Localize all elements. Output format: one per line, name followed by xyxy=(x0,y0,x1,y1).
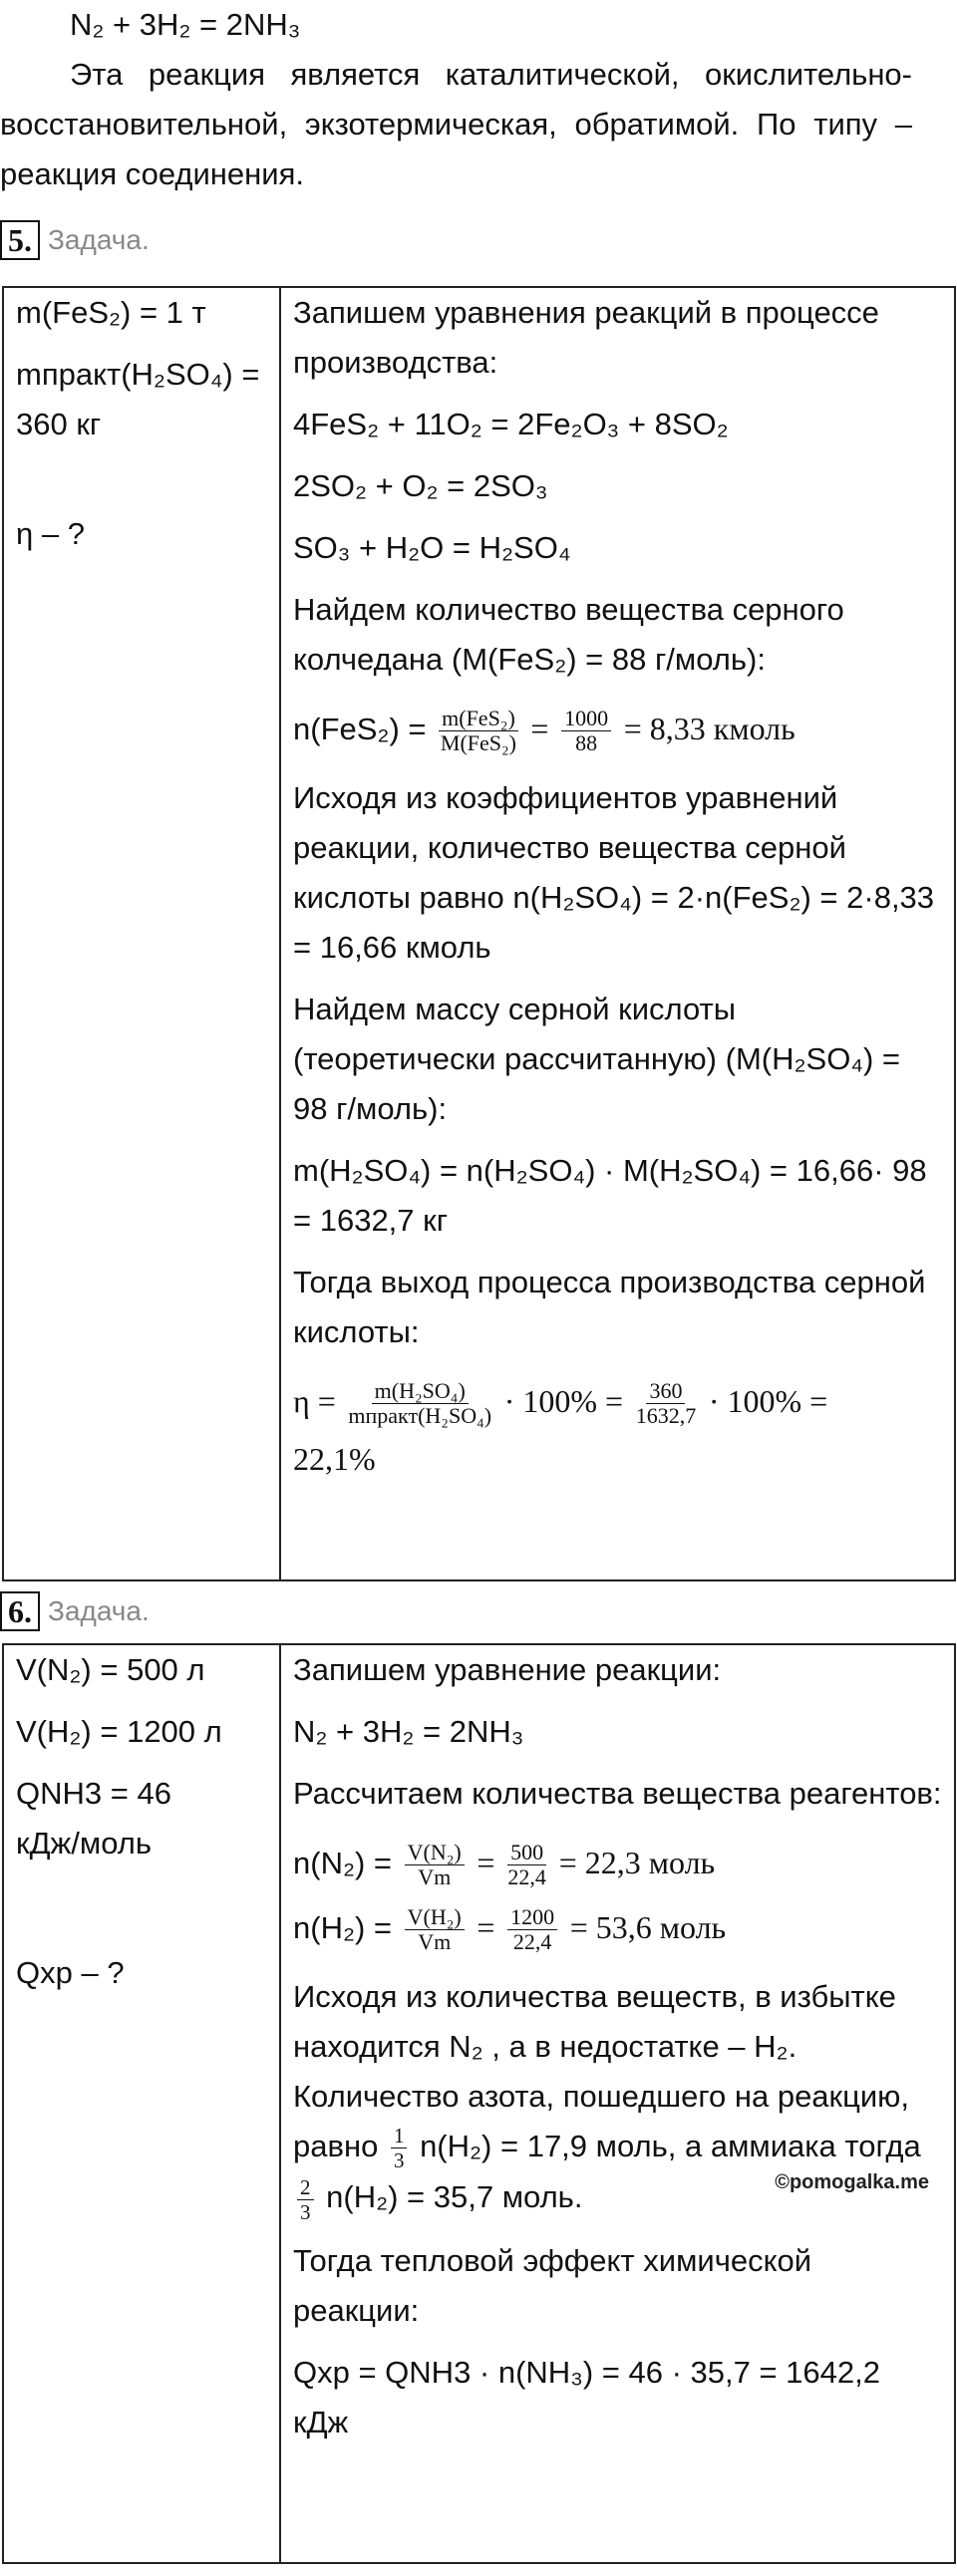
task6-step-2: Рассчитаем количества вещества реагентов: xyxy=(293,1776,942,1811)
step-3-text-a: Исходя из количества веществ, в избытке находится N₂ , а в недостатке – H₂. Количество азота, пошедшего на реакцию, равно xyxy=(293,1979,910,2163)
task6-number: 6. xyxy=(0,1591,40,1631)
task5-given-mass: m(FeS₂) = 1 т xyxy=(16,295,206,330)
task6-n1-calc: n(N₂) = $\frac{\text{V(N₂)}}{Vm}$ = $\frac{500}{22,4}$ = 22,3 моль xyxy=(293,1840,716,1890)
task5-step-1: Запишем уравнения реакций в процессе производства: xyxy=(293,295,879,380)
task5-header xyxy=(0,220,150,260)
fraction-two-thirds xyxy=(297,2175,314,2224)
task6-table xyxy=(2,1643,956,2564)
fraction-denominator: 88 xyxy=(575,730,598,756)
fraction-denominator: mпракт(H₂SO₄) xyxy=(348,1403,492,1429)
task6-n2-calc: n(H₂) = $\frac{\text{V(H₂)}}{Vm}$ = $\frac{1200}{22,4}$ = 53,6 моль xyxy=(293,1904,727,1955)
n1-result: = 22,3 моль xyxy=(558,1845,716,1880)
fraction-numerator: m(FeS₂) xyxy=(439,707,518,731)
task5-given xyxy=(3,287,280,1580)
fraction-numerator: 360 xyxy=(646,1379,685,1404)
step-3-text-b: n(H₂) = 17,9 моль, а аммиака тогда xyxy=(420,2129,921,2163)
fraction-numerator: m(H₂SO₄) xyxy=(372,1379,469,1404)
n1-fraction-2 xyxy=(507,1841,546,1889)
task5-step-2: Найдем количество вещества серного колчедана (M(FeS₂) = 88 г/моль): xyxy=(293,592,844,677)
step-3-text-c: n(H₂) = 35,7 моль. xyxy=(326,2179,583,2215)
task5-equation-3: SO₃ + H₂O = H₂SO₄ xyxy=(293,530,571,565)
n1-fraction-1 xyxy=(405,1841,465,1889)
task6-given-q: QNH3 = 46 xyxy=(16,1776,171,1811)
task6-step-5: Qхр = QNH3 · n(NH₃) = 46 · 35,7 = 1642,2 кДж xyxy=(293,2354,880,2439)
task6-header xyxy=(0,1591,150,1631)
fraction-denominator: 1632,7 xyxy=(635,1403,697,1429)
n2-lhs: n(H₂) = xyxy=(293,1910,393,1945)
fraction-denominator: 3 xyxy=(393,2148,405,2173)
eta-mid: · 100% = xyxy=(503,1383,624,1419)
task5-step-6: Тогда выход процесса производства серной кислоты: xyxy=(293,1265,926,1349)
task5-equation-2: 2SO₂ + O₂ = 2SO₃ xyxy=(293,468,548,503)
n2-fraction-1 xyxy=(405,1905,465,1954)
fraction-denominator: 22,4 xyxy=(507,1864,546,1890)
task6-given-v-n2: V(N₂) = 500 л xyxy=(16,1652,205,1687)
eta-result: 22,1% xyxy=(293,1441,376,1477)
watermark: ©pomogalka.me xyxy=(775,2171,929,2193)
n-calc-lhs: n(FeS₂) = xyxy=(293,712,427,746)
task5-equation-1: 4FeS₂ + 11O₂ = 2Fe₂O₃ + 8SO₂ xyxy=(293,407,729,441)
fraction-denominator: 22,4 xyxy=(512,1929,552,1955)
task6-find: Qхр – ? xyxy=(16,1955,125,1990)
fraction-numerator: 1200 xyxy=(507,1905,557,1930)
fraction-numerator: 1 xyxy=(391,2124,408,2148)
n1-lhs: n(N₂) = xyxy=(293,1846,393,1880)
task6-label: Задача. xyxy=(48,1595,150,1626)
task5-solution xyxy=(280,287,955,1580)
n-calc-result: = 8,33 кмоль xyxy=(623,711,796,746)
n2-fraction-2 xyxy=(507,1905,557,1954)
task6-equation-1: N₂ + 3H₂ = 2NH₃ xyxy=(293,1714,524,1749)
eta-end: · 100% = xyxy=(708,1383,828,1419)
fraction-denominator: M(FeS₂) xyxy=(440,730,517,756)
intro-section xyxy=(0,0,957,199)
task5-given-mass-practical-value: 360 кг xyxy=(16,407,102,441)
task5-given-mass-practical: mпракт(H₂SO₄) = xyxy=(16,357,260,392)
fraction-numerator: V(H₂) xyxy=(405,1905,465,1930)
task5-step-3: Исходя из коэффициентов уравнений реакции, количество вещества серной кислоты равно n(H₂SO₄) = 2·n(FeS₂) = 2·8,33 = 16,66 кмоль xyxy=(293,780,935,965)
n-calc-fraction-1 xyxy=(439,707,518,755)
task5-label: Задача. xyxy=(48,224,150,255)
task6-given xyxy=(3,1644,280,2563)
n-calc-fraction-2 xyxy=(561,707,611,755)
fraction-numerator: 500 xyxy=(507,1841,546,1865)
fraction-numerator: V(N₂) xyxy=(405,1841,465,1865)
task5-n-calc: n(FeS₂) = $\frac{\text{m(FeS₂)}}{\text{M(FeS₂)}}$ = $\frac{1000}{88}$ = 8,33 кмоль xyxy=(293,706,796,756)
task6-step-4: Тогда тепловой эффект химической реакции: xyxy=(293,2242,812,2328)
fraction-numerator: 1000 xyxy=(561,707,611,731)
fraction-denominator: Vm xyxy=(418,1929,452,1955)
task5-eta-calc xyxy=(293,1369,942,1434)
task5-step-5: m(H₂SO₄) = n(H₂SO₄) · M(H₂SO₄) = 16,66· 98 = 1632,7 кг xyxy=(293,1153,927,1238)
eta-lhs: η = xyxy=(293,1383,336,1419)
task5-step-4: Найдем массу серной кислоты (теоретически рассчитанную) (M(H₂SO₄) = 98 г/моль): xyxy=(293,992,900,1126)
fraction-denominator: 3 xyxy=(300,2199,311,2224)
intro-paragraph: Эта реакция является каталитической, окислительно-восстановительной, экзотермическая, обратимой. По типу – реакция соединения. xyxy=(0,57,912,191)
eta-fraction-2 xyxy=(636,1379,697,1428)
fraction-denominator: Vm xyxy=(418,1864,452,1890)
intro-equation: N₂ + 3H₂ = 2NH₃ xyxy=(70,7,301,42)
task6-given-q-unit: кДж/моль xyxy=(16,1826,153,1860)
task6-solution xyxy=(280,1644,955,2563)
task5-table xyxy=(2,286,956,1581)
n2-result: = 53,6 моль xyxy=(569,1909,727,1945)
task5-find: η – ? xyxy=(16,516,85,551)
task5-number: 5. xyxy=(0,220,40,260)
task6-step-1: Запишем уравнение реакции: xyxy=(293,1652,722,1687)
fraction-one-third xyxy=(391,2124,408,2172)
eta-fraction-1 xyxy=(348,1379,491,1428)
fraction-numerator: 2 xyxy=(297,2175,314,2200)
task6-given-v-h2: V(H₂) = 1200 л xyxy=(16,1714,222,1749)
